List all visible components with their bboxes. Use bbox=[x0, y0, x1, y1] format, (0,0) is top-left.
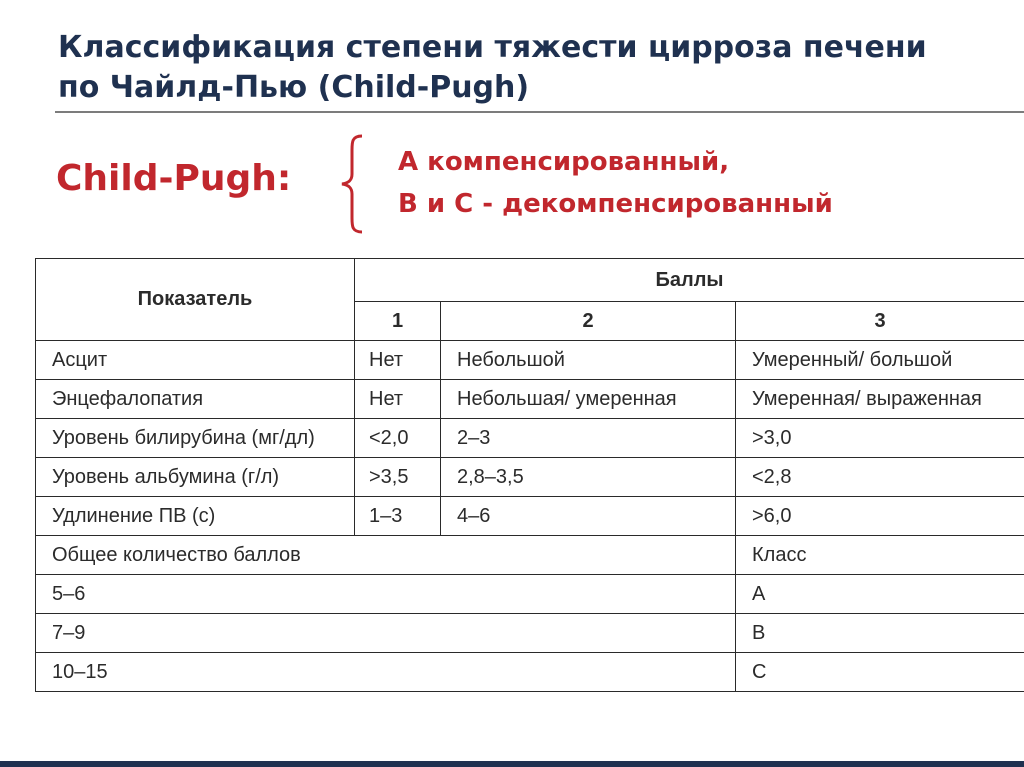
title-divider bbox=[55, 111, 1024, 113]
points-range-cell: 10–15 bbox=[36, 653, 736, 692]
score-2-cell: 4–6 bbox=[441, 497, 736, 536]
curly-brace-icon bbox=[338, 134, 368, 234]
score-3-cell: >6,0 bbox=[736, 497, 1024, 536]
table-row bbox=[36, 341, 1024, 380]
score-1-cell: Нет bbox=[355, 341, 441, 380]
total-points-header: Общее количество баллов bbox=[36, 536, 736, 575]
header-parameter: Показатель bbox=[36, 259, 355, 341]
score-1-cell: Нет bbox=[355, 380, 441, 419]
table-row bbox=[36, 380, 1024, 419]
parameter-cell: Энцефалопатия bbox=[36, 380, 355, 419]
table-row bbox=[36, 614, 1024, 653]
class-bc-text: В и С - декомпенсированный bbox=[398, 189, 833, 219]
class-header: Класс bbox=[736, 536, 1024, 575]
score-2-cell: 2–3 bbox=[441, 419, 736, 458]
score-1-cell: <2,0 bbox=[355, 419, 441, 458]
bottom-bar bbox=[0, 761, 1024, 767]
score-2-cell: Небольшой bbox=[441, 341, 736, 380]
table-row bbox=[36, 653, 1024, 692]
title-line-2: по Чайлд-Пью (Child-Pugh) bbox=[58, 70, 530, 105]
parameter-cell: Уровень альбумина (г/л) bbox=[36, 458, 355, 497]
score-3-cell: Умеренный/ большой bbox=[736, 341, 1024, 380]
table-row bbox=[36, 575, 1024, 614]
table-row bbox=[36, 419, 1024, 458]
parameter-cell: Уровень билирубина (мг/дл) bbox=[36, 419, 355, 458]
header-score-3: 3 bbox=[736, 302, 1024, 341]
table-row bbox=[36, 536, 1024, 575]
table-row bbox=[36, 458, 1024, 497]
header-score-1: 1 bbox=[355, 302, 441, 341]
score-3-cell: <2,8 bbox=[736, 458, 1024, 497]
child-pugh-table bbox=[35, 258, 1024, 692]
parameter-cell: Асцит bbox=[36, 341, 355, 380]
score-1-cell: 1–3 bbox=[355, 497, 441, 536]
score-2-cell: 2,8–3,5 bbox=[441, 458, 736, 497]
child-pugh-label: Child-Pugh: bbox=[56, 158, 292, 199]
points-range-cell: 7–9 bbox=[36, 614, 736, 653]
page-title bbox=[58, 28, 998, 108]
score-3-cell: >3,0 bbox=[736, 419, 1024, 458]
points-range-cell: 5–6 bbox=[36, 575, 736, 614]
class-cell: В bbox=[736, 614, 1024, 653]
score-3-cell: Умеренная/ выраженная bbox=[736, 380, 1024, 419]
class-cell: А bbox=[736, 575, 1024, 614]
table-row bbox=[36, 497, 1024, 536]
score-2-cell: Небольшая/ умеренная bbox=[441, 380, 736, 419]
class-cell: С bbox=[736, 653, 1024, 692]
parameter-cell: Удлинение ПВ (с) bbox=[36, 497, 355, 536]
title-line-1: Классификация степени тяжести цирроза печени bbox=[58, 30, 927, 65]
score-1-cell: >3,5 bbox=[355, 458, 441, 497]
class-a-text: А компенсированный, bbox=[398, 147, 730, 177]
header-score-2: 2 bbox=[441, 302, 736, 341]
classes-description bbox=[398, 141, 833, 225]
header-points: Баллы bbox=[355, 259, 1024, 302]
